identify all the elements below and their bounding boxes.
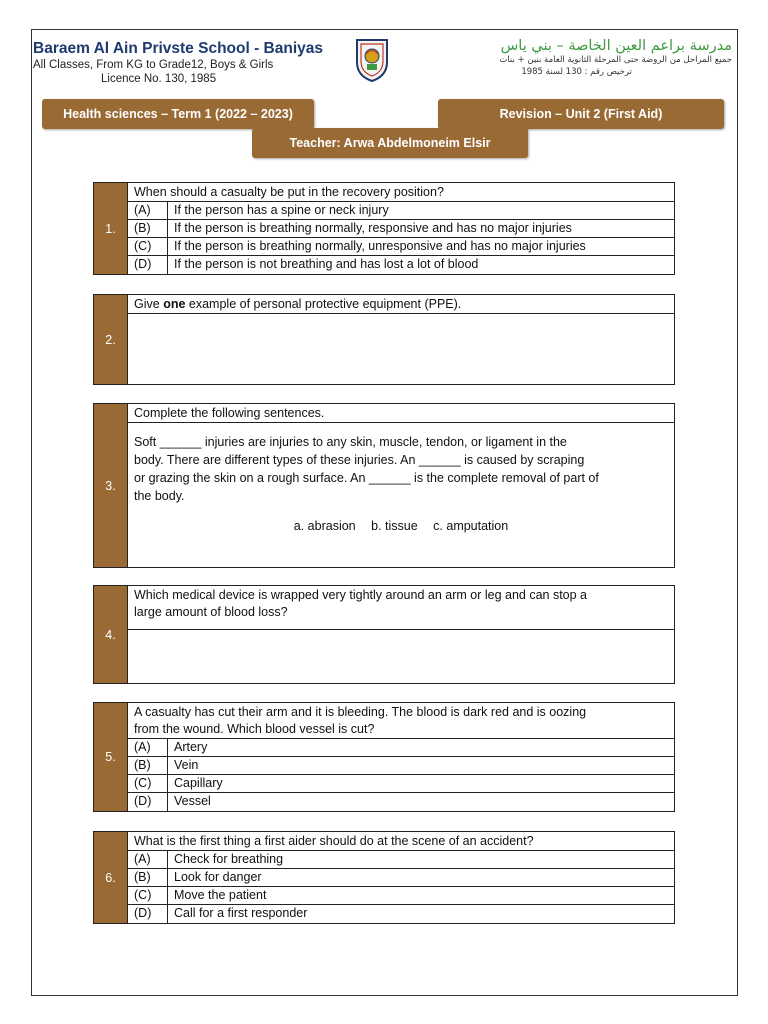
option-letter: (A) [128,739,168,756]
question-5 [93,702,675,812]
option-row[interactable] [128,202,674,220]
word-bank-item: b. tissue [371,519,418,533]
option-letter: (B) [128,220,168,237]
passage-line: or grazing the skin on a rough surface. An ______ is the complete removal of part of [134,471,599,485]
passage-line: body. There are different types of these injuries. An ______ is caused by scraping [134,453,585,467]
fill-in-passage[interactable] [128,423,674,505]
stem-text: Give [134,297,164,311]
option-row[interactable] [128,887,674,905]
word-bank-item: c. amputation [433,519,509,533]
question-3 [93,403,675,568]
option-row[interactable] [128,238,674,256]
question-number: 4. [94,586,128,683]
stem-line: from the wound. Which blood vessel is cut? [134,722,375,736]
stem-emphasis: one [163,297,186,311]
option-text: Move the patient [174,888,267,902]
option-letter: (A) [128,202,168,219]
option-row[interactable] [128,793,674,811]
school-name-arabic: مدرسة براعم العين الخاصة – بني ياس [500,38,732,54]
question-stem: Complete the following sentences. [128,404,674,423]
question-1 [93,182,675,275]
teacher-banner: Teacher: Arwa Abdelmoneim Elsir [252,128,528,158]
option-letter: (D) [128,905,168,923]
stem-line: A casualty has cut their arm and it is bleeding. The blood is dark red and is oozing [134,705,587,719]
question-2 [93,294,675,385]
option-letter: (C) [128,775,168,792]
option-letter: (D) [128,256,168,274]
school-name: Baraem Al Ain Privste School - Baniyas [33,40,324,57]
question-number: 3. [94,404,128,567]
answer-area[interactable] [128,314,674,384]
stem-line: large amount of blood loss? [134,605,288,619]
option-text: Look for danger [174,870,262,884]
school-licence-arabic: ترخيص رقم : 130 لسنة 1985 [521,67,632,77]
question-stem [128,703,674,739]
school-header-ar [422,38,732,78]
option-row[interactable] [128,775,674,793]
question-number: 1. [94,183,128,274]
passage-line: the body. [134,489,185,503]
question-stem [128,586,674,630]
question-stem [128,295,674,314]
option-row[interactable] [128,256,674,274]
option-row[interactable] [128,220,674,238]
passage-line: Soft ______ injuries are injuries to any skin, muscle, tendon, or ligament in the [134,435,567,449]
school-crest-icon [354,36,390,82]
option-text: Call for a first responder [174,906,308,920]
question-number: 6. [94,832,128,923]
option-row[interactable] [128,869,674,887]
school-header-en [33,40,353,86]
option-row[interactable] [128,757,674,775]
option-row[interactable] [128,851,674,869]
word-bank [128,505,674,533]
stem-line: Which medical device is wrapped very tightly around an arm or leg and can stop a [134,588,588,602]
unit-banner: Revision – Unit 2 (First Aid) [438,99,724,129]
option-letter: (C) [128,238,168,255]
option-text: If the person is not breathing and has lost a lot of blood [174,257,479,271]
question-4 [93,585,675,684]
option-letter: (B) [128,869,168,886]
option-letter: (A) [128,851,168,868]
option-text: If the person has a spine or neck injury [174,203,389,217]
option-text: Vessel [174,794,211,808]
school-licence: Licence No. 130, 1985 [101,73,217,85]
school-classes-arabic: جميع المراحل من الروضة حتى المرحلة الثانوية العامة بنين + بنات [499,55,732,65]
question-stem: When should a casualty be put in the recovery position? [128,183,674,202]
option-letter: (C) [128,887,168,904]
school-classes: All Classes, From KG to Grade12, Boys & Girls [33,59,274,71]
option-text: Check for breathing [174,852,284,866]
word-bank-item: a. abrasion [293,519,356,533]
option-row[interactable] [128,905,674,923]
question-number: 2. [94,295,128,384]
question-6 [93,831,675,924]
option-text: If the person is breathing normally, unresponsive and has no major injuries [174,239,586,253]
option-text: If the person is breathing normally, responsive and has no major injuries [174,221,572,235]
course-banner: Health sciences – Term 1 (2022 – 2023) [42,99,314,129]
option-letter: (D) [128,793,168,811]
question-number: 5. [94,703,128,811]
option-text: Artery [174,740,208,754]
option-row[interactable] [128,739,674,757]
option-text: Vein [174,758,199,772]
question-stem: What is the first thing a first aider should do at the scene of an accident? [128,832,674,851]
option-letter: (B) [128,757,168,774]
stem-text: example of personal protective equipment (PPE). [185,297,462,311]
option-text: Capillary [174,776,223,790]
answer-area[interactable] [128,630,674,683]
